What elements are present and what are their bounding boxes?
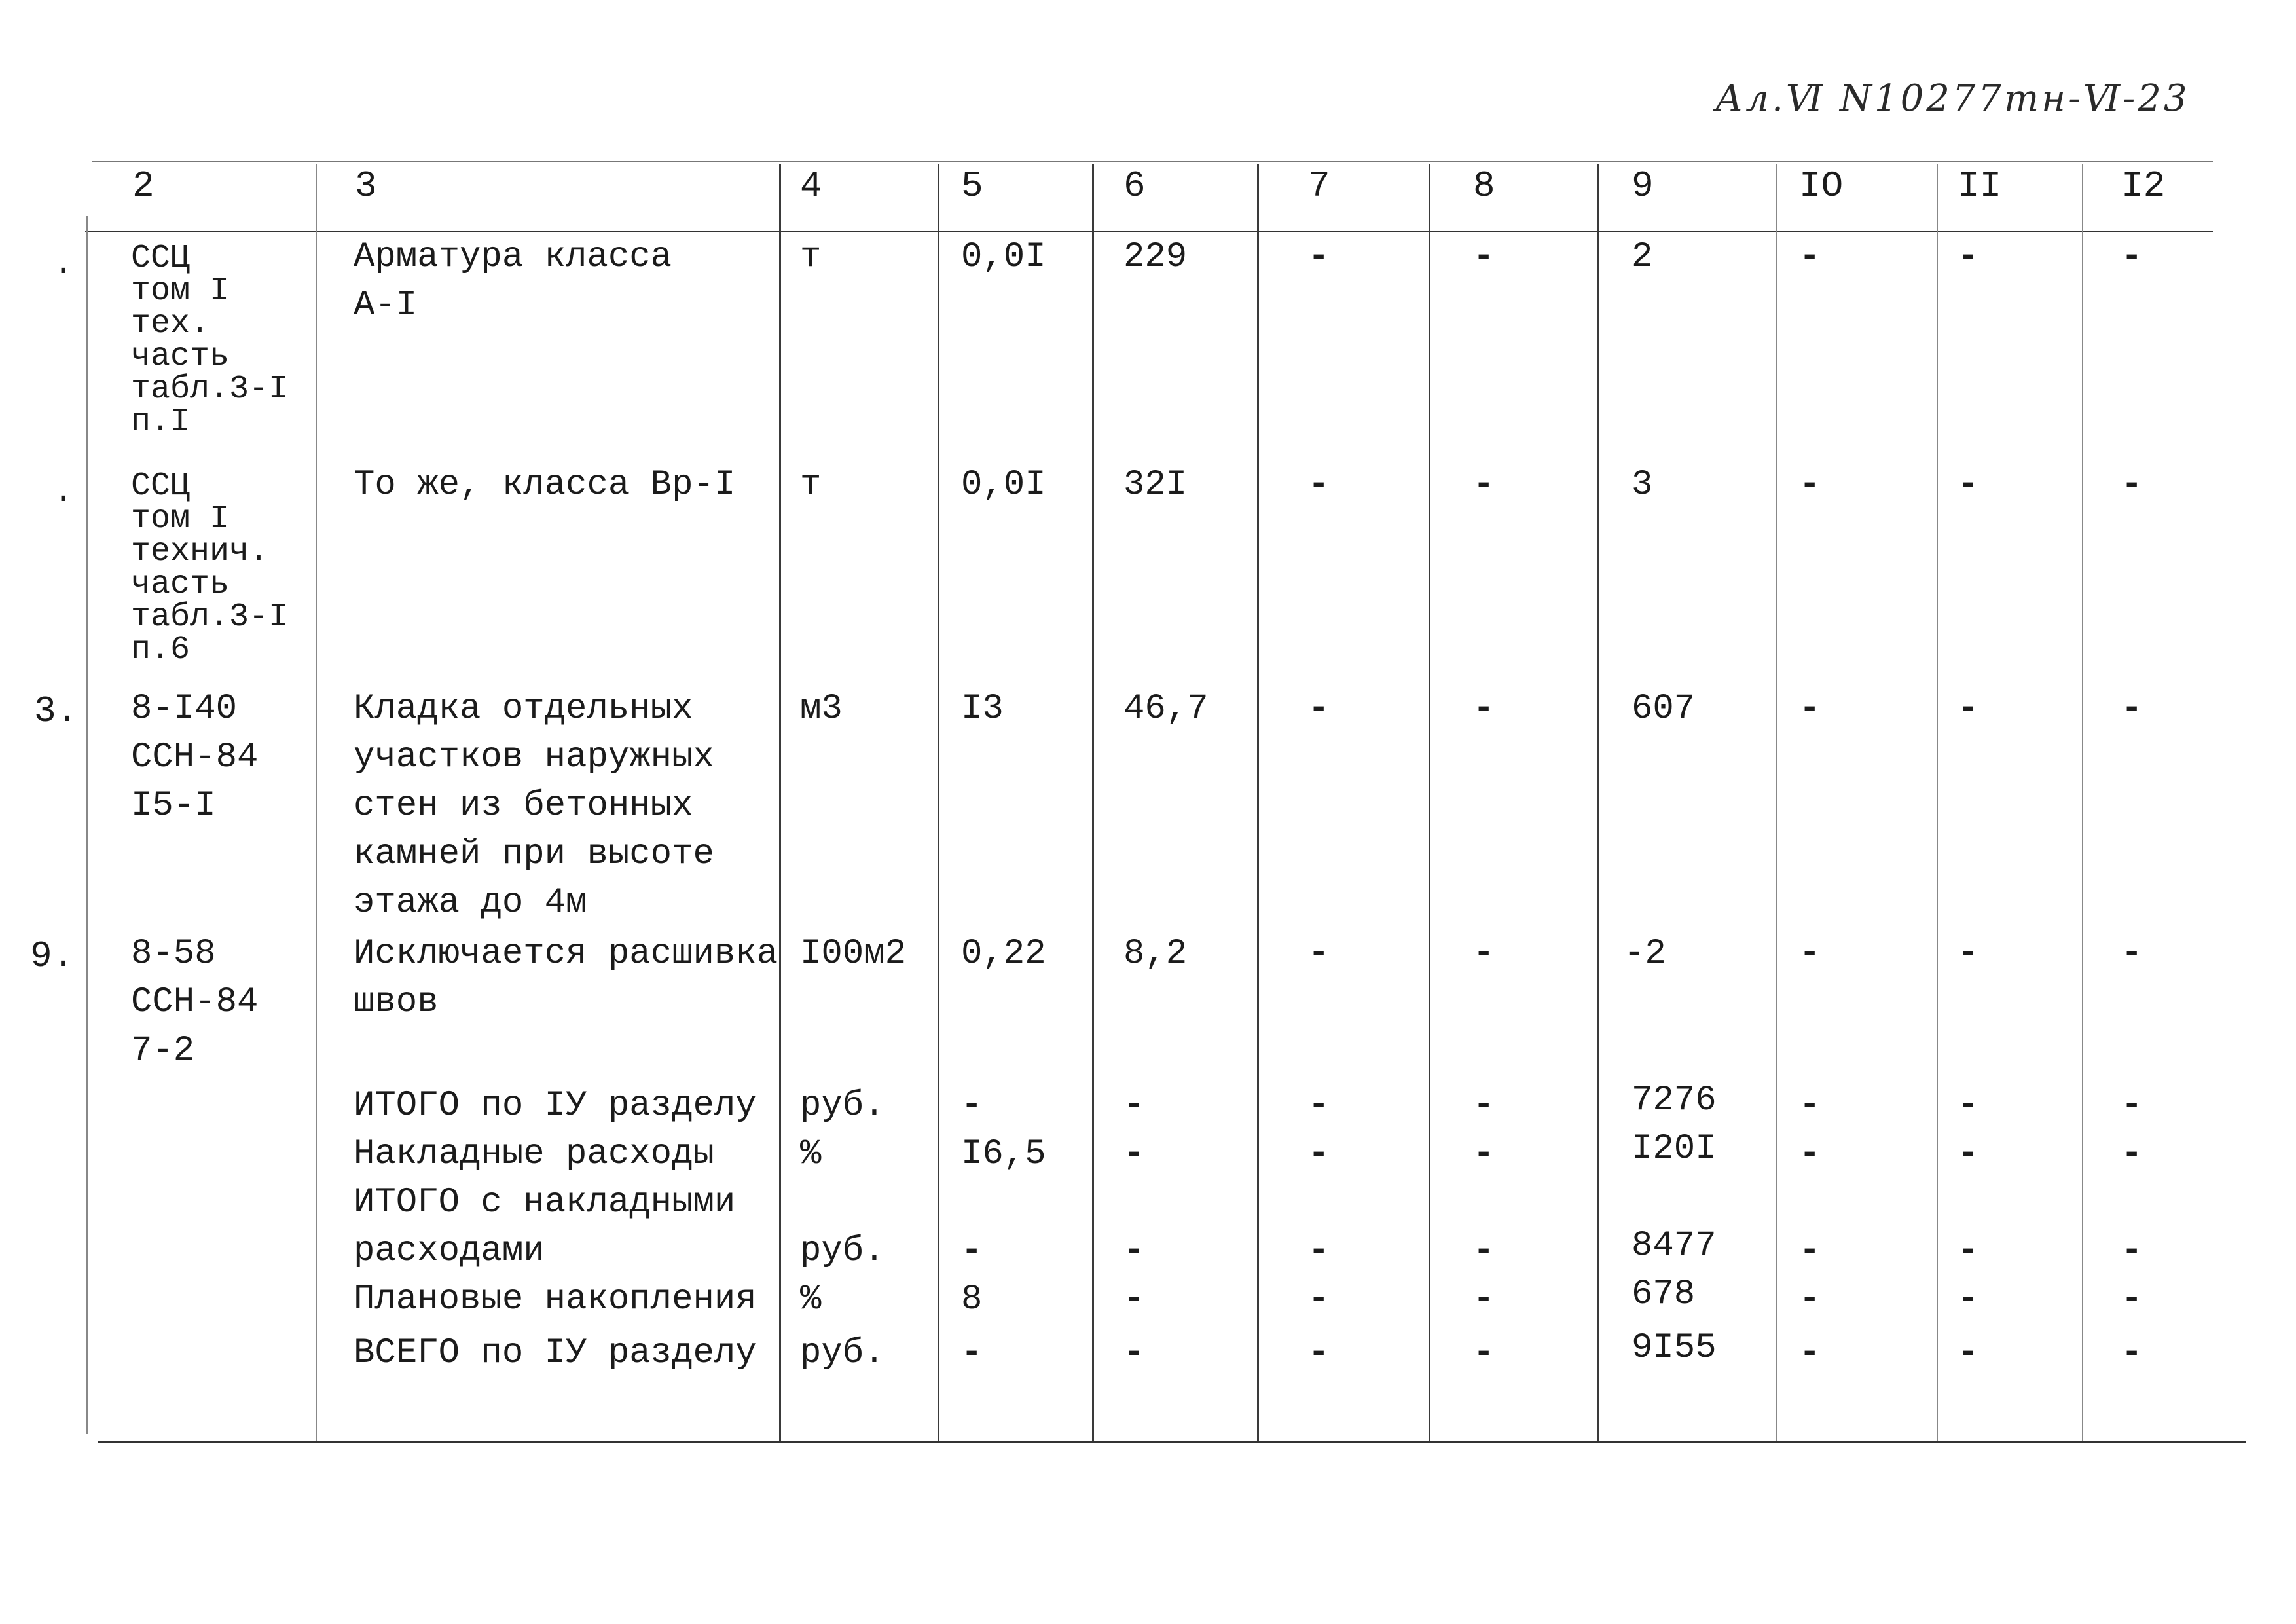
totals-col6: - bbox=[1123, 1086, 1145, 1126]
row-description: Арматура класса А-I bbox=[354, 237, 672, 325]
row-reference: ССЦ том I технич. часть табл.3-I п.6 bbox=[131, 468, 289, 669]
totals-unit: руб. bbox=[800, 1086, 885, 1126]
totals-col7: - bbox=[1308, 1333, 1330, 1373]
totals-col8: - bbox=[1473, 1134, 1495, 1174]
totals-unit: % bbox=[800, 1280, 822, 1320]
totals-col12: - bbox=[2121, 1134, 2143, 1174]
totals-col9: I20I bbox=[1631, 1129, 1717, 1169]
row-col6: 229 bbox=[1123, 237, 1188, 277]
row-col8: - bbox=[1473, 689, 1495, 729]
row-col8: - bbox=[1473, 465, 1495, 505]
row-reference: 8-I40 ССН-84 I5-I bbox=[131, 689, 259, 826]
table-top-border bbox=[92, 161, 2213, 162]
totals-description: ВСЕГО по IУ разделу bbox=[354, 1333, 757, 1373]
totals-col8: - bbox=[1473, 1333, 1495, 1373]
row-col10: - bbox=[1799, 934, 1821, 974]
totals-col12: - bbox=[2121, 1333, 2143, 1373]
row-col7: - bbox=[1308, 689, 1330, 729]
totals-col7: - bbox=[1308, 1280, 1330, 1320]
totals-col5: I6,5 bbox=[961, 1134, 1046, 1174]
col-header-3: 3 bbox=[355, 165, 377, 207]
col-header-2: 2 bbox=[132, 165, 155, 207]
col-header-9: 9 bbox=[1631, 165, 1654, 207]
row-col12: - bbox=[2121, 934, 2143, 974]
row-col6: 32I bbox=[1123, 465, 1188, 505]
totals-col12: - bbox=[2121, 1086, 2143, 1126]
col-header-5: 5 bbox=[961, 165, 983, 207]
totals-description: Плановые накопления bbox=[354, 1280, 757, 1320]
totals-col6: - bbox=[1123, 1231, 1145, 1271]
totals-col10: - bbox=[1799, 1134, 1821, 1174]
totals-unit: руб. bbox=[800, 1333, 885, 1373]
row-number: 9. bbox=[30, 935, 75, 977]
totals-col11: - bbox=[1958, 1280, 1979, 1320]
totals-col10: - bbox=[1799, 1280, 1821, 1320]
col-divider-3 bbox=[779, 164, 781, 1441]
totals-description: ИТОГО по IУ разделу bbox=[354, 1086, 757, 1126]
row-col6: 46,7 bbox=[1123, 689, 1209, 729]
col-divider-6 bbox=[1257, 164, 1259, 1441]
row-col7: - bbox=[1308, 237, 1330, 277]
totals-col10: - bbox=[1799, 1086, 1821, 1126]
totals-col7: - bbox=[1308, 1231, 1330, 1271]
totals-col10: - bbox=[1799, 1333, 1821, 1373]
row-col7: - bbox=[1308, 465, 1330, 505]
col-header-10: IO bbox=[1799, 165, 1844, 207]
col-header-12: I2 bbox=[2121, 165, 2166, 207]
row-col7: - bbox=[1308, 934, 1330, 974]
row-col12: - bbox=[2121, 237, 2143, 277]
totals-col11: - bbox=[1958, 1231, 1979, 1271]
table-bottom-border bbox=[98, 1441, 2246, 1443]
totals-col8: - bbox=[1473, 1086, 1495, 1126]
row-col5: 0,22 bbox=[961, 934, 1046, 974]
totals-col5: - bbox=[961, 1231, 983, 1271]
row-col10: - bbox=[1799, 465, 1821, 505]
col-divider-10 bbox=[1937, 164, 1938, 1441]
sheet-code: Ал.Ⅵ N10277тн-Ⅵ-23 bbox=[1715, 77, 2190, 120]
row-col9: 2 bbox=[1631, 237, 1653, 277]
totals-col9: 9I55 bbox=[1631, 1328, 1717, 1368]
row-number: . bbox=[52, 242, 75, 284]
row-description: То же, класса Вр-I bbox=[354, 465, 736, 505]
row-col12: - bbox=[2121, 465, 2143, 505]
row-number: . bbox=[52, 470, 75, 512]
col-divider-9 bbox=[1776, 164, 1777, 1441]
header-bottom-border bbox=[85, 231, 2213, 232]
row-unit: т bbox=[800, 237, 822, 277]
row-col12: - bbox=[2121, 689, 2143, 729]
col-divider-8 bbox=[1597, 164, 1599, 1441]
row-reference: ССЦ том I тех. часть табл.3-I п.I bbox=[131, 240, 289, 441]
totals-col5: 8 bbox=[961, 1280, 983, 1320]
col-header-8: 8 bbox=[1473, 165, 1495, 207]
row-col10: - bbox=[1799, 237, 1821, 277]
row-col9: 3 bbox=[1631, 465, 1653, 505]
totals-col11: - bbox=[1958, 1333, 1979, 1373]
row-unit: I00м2 bbox=[800, 934, 907, 974]
col-divider-2 bbox=[316, 164, 317, 1441]
row-col9: 607 bbox=[1631, 689, 1696, 729]
col-header-11: II bbox=[1958, 165, 2002, 207]
col-divider-11 bbox=[2082, 164, 2083, 1441]
totals-description: ИТОГО с накладными bbox=[354, 1183, 736, 1223]
row-col5: 0,0I bbox=[961, 465, 1046, 505]
totals-col5: - bbox=[961, 1086, 983, 1126]
totals-col11: - bbox=[1958, 1134, 1979, 1174]
col-header-4: 4 bbox=[800, 165, 822, 207]
totals-col7: - bbox=[1308, 1086, 1330, 1126]
row-col8: - bbox=[1473, 237, 1495, 277]
totals-col5: - bbox=[961, 1333, 983, 1373]
totals-col10: - bbox=[1799, 1231, 1821, 1271]
totals-col8: - bbox=[1473, 1231, 1495, 1271]
row-col11: - bbox=[1958, 689, 1979, 729]
row-description: Исключается расшивка швов bbox=[354, 934, 778, 1022]
row-col9: -2 bbox=[1624, 934, 1666, 974]
col-divider-4 bbox=[938, 164, 939, 1441]
row-col11: - bbox=[1958, 237, 1979, 277]
col-divider-7 bbox=[1429, 164, 1430, 1441]
totals-col6: - bbox=[1123, 1134, 1145, 1174]
totals-col6: - bbox=[1123, 1333, 1145, 1373]
row-number: 3. bbox=[34, 690, 79, 732]
totals-col9: 678 bbox=[1631, 1274, 1696, 1314]
row-col5: I3 bbox=[961, 689, 1004, 729]
col-divider-1 bbox=[86, 216, 88, 1434]
row-col6: 8,2 bbox=[1123, 934, 1188, 974]
col-divider-5 bbox=[1092, 164, 1094, 1441]
totals-col11: - bbox=[1958, 1086, 1979, 1126]
row-description: Кладка отдельных участков наружных стен из бетонных камней при высоте этажа до 4м bbox=[354, 689, 714, 923]
row-col11: - bbox=[1958, 934, 1979, 974]
totals-col7: - bbox=[1308, 1134, 1330, 1174]
totals-unit: руб. bbox=[800, 1231, 885, 1271]
totals-col6: - bbox=[1123, 1280, 1145, 1320]
totals-col9: 7276 bbox=[1631, 1080, 1717, 1120]
row-col10: - bbox=[1799, 689, 1821, 729]
col-header-6: 6 bbox=[1123, 165, 1146, 207]
totals-col12: - bbox=[2121, 1280, 2143, 1320]
col-header-7: 7 bbox=[1308, 165, 1330, 207]
totals-description: Накладные расходы bbox=[354, 1134, 714, 1174]
row-col11: - bbox=[1958, 465, 1979, 505]
totals-unit: % bbox=[800, 1134, 822, 1174]
row-col8: - bbox=[1473, 934, 1495, 974]
totals-col9: 8477 bbox=[1631, 1226, 1717, 1266]
row-col5: 0,0I bbox=[961, 237, 1046, 277]
totals-col12: - bbox=[2121, 1231, 2143, 1271]
row-unit: т bbox=[800, 465, 822, 505]
row-unit: м3 bbox=[800, 689, 843, 729]
totals-description: расходами bbox=[354, 1231, 545, 1271]
row-reference: 8-58 ССН-84 7-2 bbox=[131, 934, 259, 1071]
totals-col8: - bbox=[1473, 1280, 1495, 1320]
